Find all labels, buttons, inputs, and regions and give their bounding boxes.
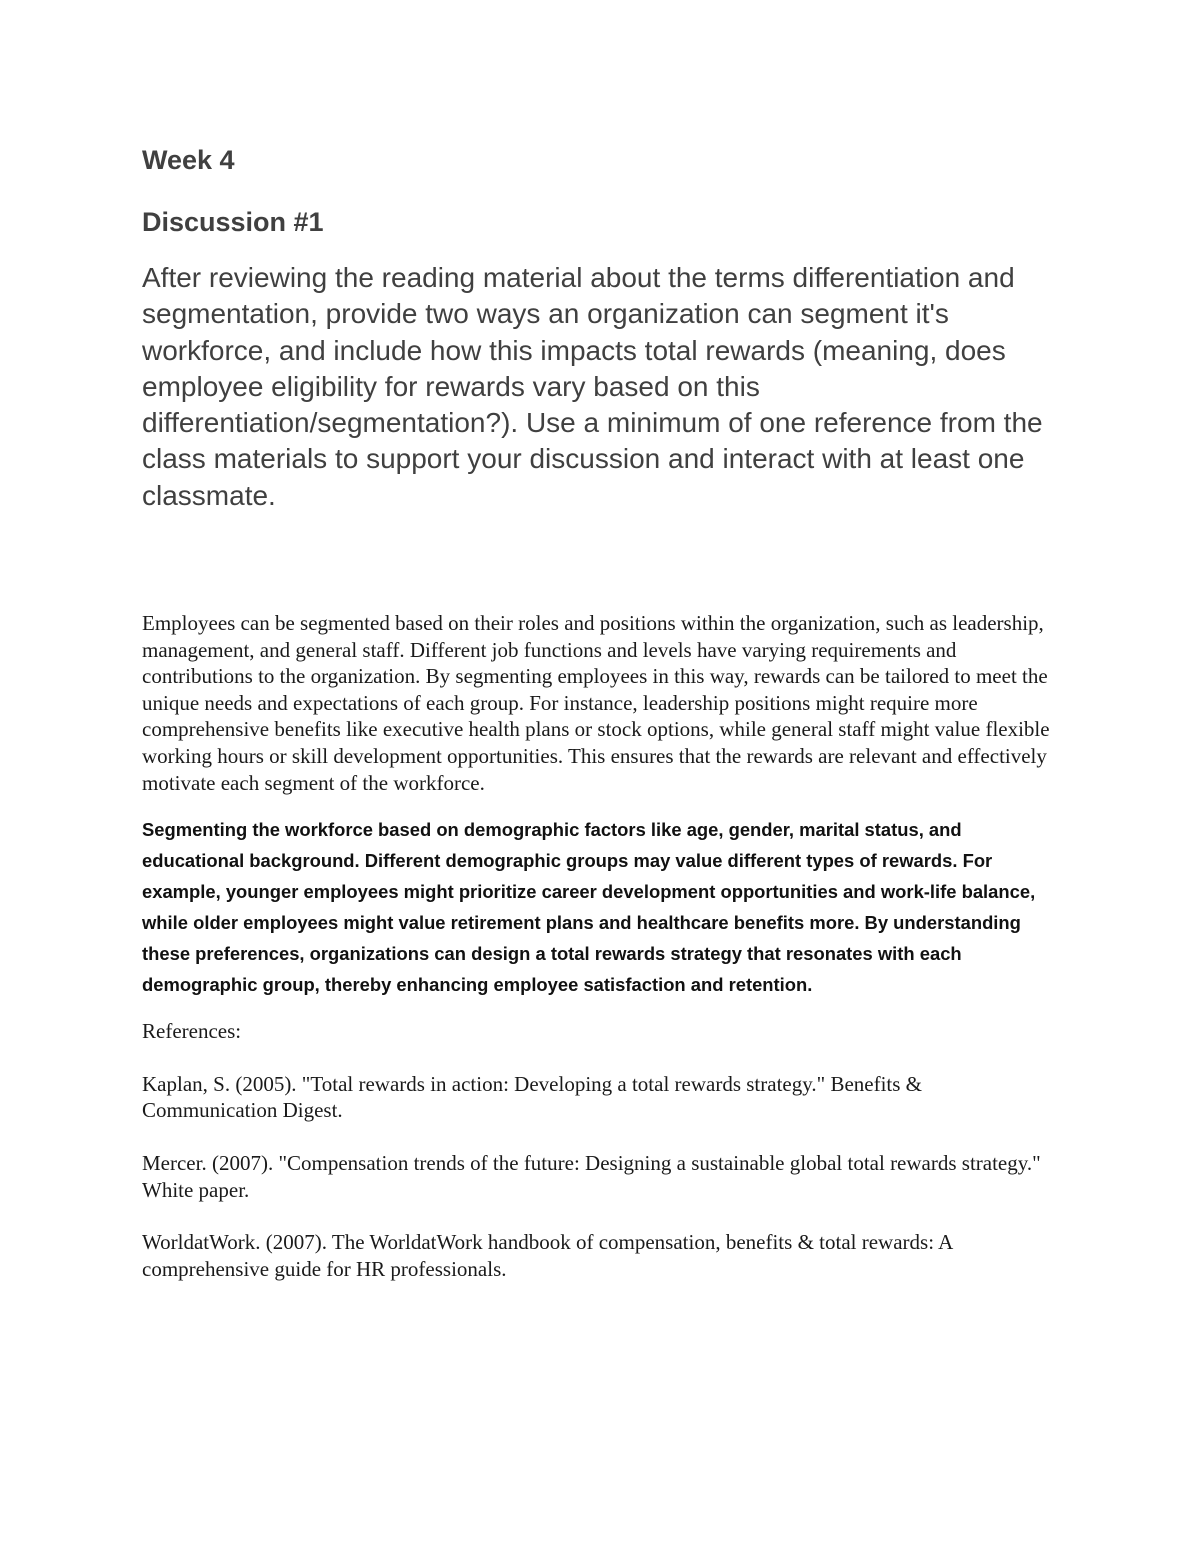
reference-item: Kaplan, S. (2005). "Total rewards in action: Developing a total rewards strategy." Benefits & Communication Digest.	[142, 1071, 923, 1123]
response-paragraph-roles: Employees can be segmented based on their roles and positions within the organization, such as leadership, management, and general staff. Different job functions and levels have varying requirements and contributions to the organization. By segmenting employees in this way, rewards can be tailored to meet the unique needs and expectations of each group. For instance, leadership positions might require more comprehensive benefits like executive health plans or stock options, while general staff might value flexible working hours or skill development opportunities. This ensures that the rewards are relevant and effectively motivate each segment of the workforce.	[142, 611, 1050, 795]
discussion-heading: Discussion #1	[142, 207, 324, 237]
discussion-prompt: After reviewing the reading material about the terms differentiation and segmentation, provide two ways an organization can segment it's workforce, and include how this impacts total rewards (meaning, does employee eligibility for rewards vary based on this differentiation/segmentation?). Use a minimum of one reference from the class materials to support your discussion and interact with at least one classmate.	[142, 262, 1043, 511]
references-heading: References:	[142, 1019, 242, 1044]
reference-item: WorldatWork. (2007). The WorldatWork handbook of compensation, benefits & total rewards: A comprehensive guide for HR professionals.	[142, 1230, 953, 1281]
response-paragraph-demographics: Segmenting the workforce based on demographic factors like age, gender, marital status, and educational background. Different demographic groups may value different types of rewards. For example, younger employees might prioritize career development opportunities and work-life balance, while older employees might value retirement plans and healthcare benefits more. By understanding these preferences, organizations can design a total rewards strategy that resonates with each demographic group, thereby enhancing employee satisfaction and retention.	[142, 819, 1036, 996]
reference-item: Mercer. (2007). "Compensation trends of the future: Designing a sustainable global total rewards strategy." White paper.	[142, 1151, 1041, 1202]
week-heading: Week 4	[142, 145, 235, 175]
document-body	[142, 140, 1072, 1282]
